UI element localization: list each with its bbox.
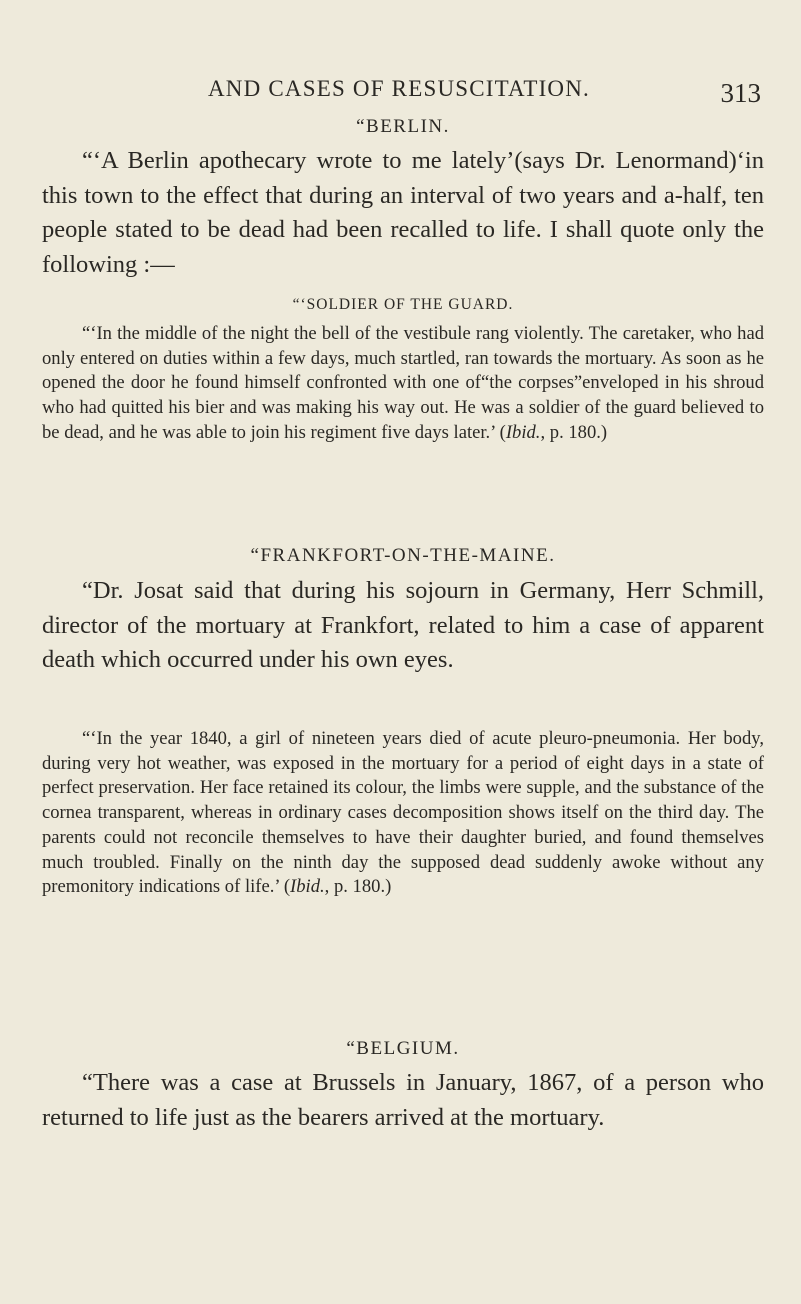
subheading-soldier-of-the-guard: “‘SOLDIER OF THE GUARD. — [292, 296, 514, 313]
belgium-intro-paragraph: “There was a case at Brussels in January, 1867, of a person who returned to life just as the bearers arrived at the mortuary. — [42, 1069, 764, 1131]
frankfort-quote-text: “‘In the year 1840, a girl of nineteen years died of acute pleuro-pneumonia. Her body, during very hot weather, was exposed in the mortuary for a period of eight days in a state of perfect preservation. Her face retained its colour, the limbs were supple, and the substance of the cornea transparent, whereas in ordinary cases decomposition shows itself on the third day. The parents could not reconcile themselves to have their daughter buried, and found themselves much troubled. Finally on the ninth day the supposed dead suddenly awoke without any premonitory indications of life.’ — [42, 728, 764, 898]
frankfort-quote-paragraph — [42, 727, 764, 900]
frankfort-intro-paragraph: “Dr. Josat said that during his sojourn in Germany, Herr Schmill, director of the mortuary at Frankfort, related to him a case of apparent death which occurred under his own eyes. — [42, 577, 764, 673]
citation-open: ( — [499, 421, 506, 443]
soldier-quote-paragraph — [42, 322, 764, 446]
section-heading-belgium: “BELGIUM. — [346, 1038, 460, 1059]
soldier-quote-text: “‘In the middle of the night the bell of the vestibule rang violently. The caretaker, who had only entered on duties within a few days, much startled, ran towards the mortuary. As soon as he opened the door he found himself confronted with one of“the corpses”enveloped in his shroud who had quitted his bier and was making his way out. He was a soldier of the guard believed to be dead, and he was able to join his regiment five days later.’ — [42, 323, 764, 443]
page-number: 313 — [720, 78, 761, 108]
citation-ibid: Ibid. — [290, 876, 325, 898]
citation-page: , p. 180.) — [540, 421, 608, 443]
section-heading-berlin: “BERLIN. — [356, 116, 450, 137]
berlin-intro-paragraph: “‘A Berlin apothecary wrote to me lately’(says Dr. Lenormand)‘in this town to the effect that during an interval of two years and a-half, ten people stated to be dead had been recalled to life. I shall quote only the following :— — [42, 147, 764, 278]
citation-ibid: Ibid. — [505, 421, 541, 443]
running-head-title: AND CASES OF RESUSCITATION. — [208, 76, 590, 101]
citation-open: ( — [283, 876, 291, 898]
citation-page: , p. 180.) — [324, 876, 392, 898]
section-heading-frankfort: “FRANKFORT-ON-THE-MAINE. — [250, 545, 556, 566]
